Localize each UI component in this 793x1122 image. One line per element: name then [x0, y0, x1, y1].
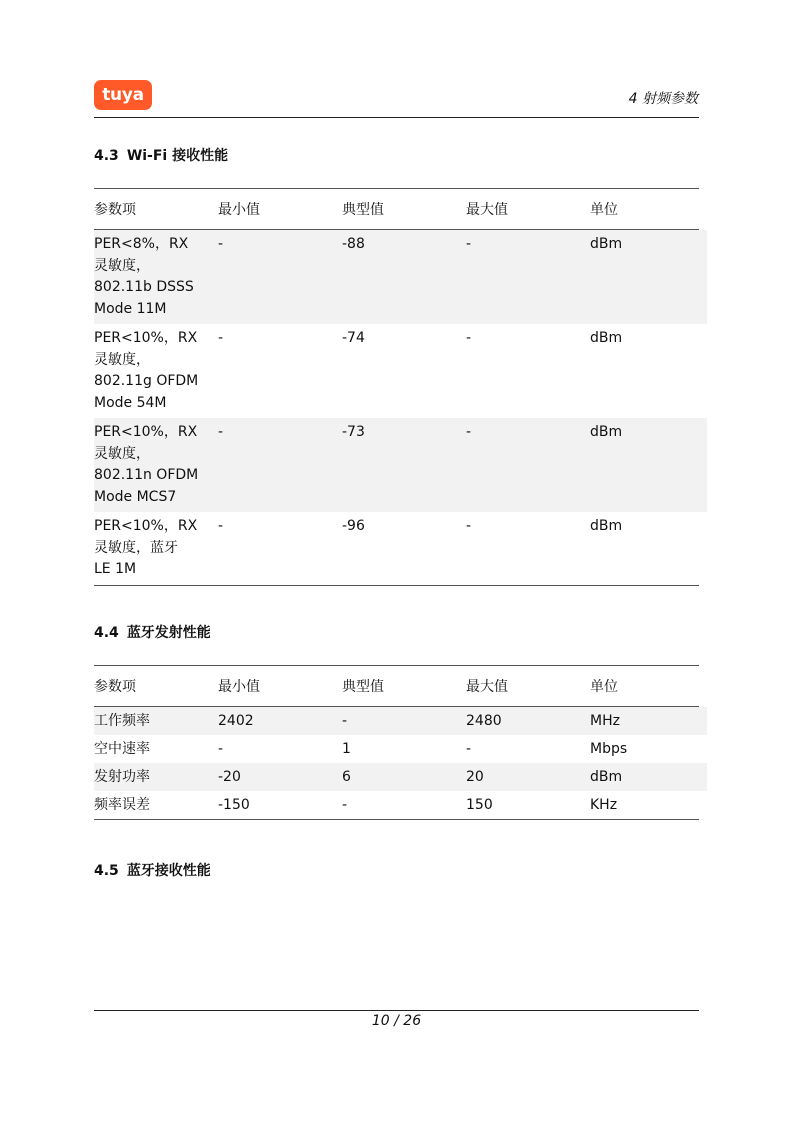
- min-cell: -: [218, 741, 224, 757]
- tuya-logo: tuya: [94, 80, 152, 110]
- ble-tx-table: [94, 665, 699, 820]
- max-cell: 2480: [466, 707, 590, 736]
- max-cell: 150: [466, 791, 590, 820]
- table-row: [94, 512, 699, 585]
- section-title-text: 蓝牙发射性能: [126, 625, 211, 641]
- table-header-row: [94, 189, 699, 230]
- wifi-rx-table: [94, 188, 699, 586]
- unit-cell: KHz: [590, 791, 699, 820]
- max-cell: -: [466, 230, 590, 325]
- unit-cell: MHz: [590, 707, 699, 736]
- max-cell: -: [466, 418, 590, 512]
- table-header-row: [94, 666, 699, 707]
- min-cell: -20: [218, 763, 342, 791]
- typ-cell: -: [342, 791, 466, 820]
- page-number: 10 / 26: [371, 1013, 422, 1029]
- min-cell: -: [218, 230, 342, 325]
- unit-cell: Mbps: [590, 741, 628, 757]
- typ-cell: 1: [342, 741, 351, 757]
- unit-cell: dBm: [590, 330, 623, 346]
- max-cell: -: [466, 512, 590, 585]
- footer-divider: [94, 1010, 699, 1011]
- col-header-max: 最大值: [466, 666, 590, 707]
- typ-cell: 6: [342, 763, 466, 791]
- col-header-min: 最小值: [218, 666, 342, 707]
- table-row: [94, 418, 699, 512]
- col-header-typ: 典型值: [342, 666, 466, 707]
- table-row: [94, 735, 699, 763]
- col-header-param: 参数项: [94, 189, 218, 230]
- typ-cell: -: [342, 707, 466, 736]
- col-header-max: 最大值: [466, 189, 590, 230]
- section-heading-4-4: [94, 622, 211, 642]
- param-cell: PER<10%，RX 灵敏度， 802.11g OFDM Mode 54M: [94, 330, 199, 411]
- min-cell: -: [218, 512, 342, 585]
- unit-cell: dBm: [590, 230, 699, 325]
- col-header-unit: 单位: [590, 666, 699, 707]
- table-row: [94, 763, 699, 791]
- typ-cell: -88: [342, 230, 466, 325]
- param-cell: 发射功率: [94, 763, 218, 791]
- max-cell: -: [466, 741, 472, 757]
- unit-cell: dBm: [590, 512, 699, 585]
- min-cell: -: [218, 330, 224, 346]
- unit-cell: dBm: [590, 418, 699, 512]
- max-cell: -: [466, 330, 472, 346]
- param-cell: PER<8%，RX 灵敏度， 802.11b DSSS Mode 11M: [94, 230, 218, 325]
- col-header-min: 最小值: [218, 189, 342, 230]
- typ-cell: -73: [342, 418, 466, 512]
- section-number: 4.4: [94, 625, 119, 641]
- min-cell: -150: [218, 791, 342, 820]
- section-heading-4-3: [94, 145, 228, 165]
- col-header-param: 参数项: [94, 666, 218, 707]
- chapter-title: 4 射频参数: [628, 91, 698, 107]
- col-header-typ: 典型值: [342, 189, 466, 230]
- wifi-rx-table-body: [94, 230, 699, 586]
- table-row: [94, 707, 699, 736]
- param-cell: 工作频率: [94, 707, 218, 736]
- param-cell: 频率误差: [94, 791, 218, 820]
- min-cell: -: [218, 418, 342, 512]
- table-row: [94, 791, 699, 820]
- param-cell: PER<10%，RX 灵敏度， 802.11n OFDM Mode MCS7: [94, 418, 218, 512]
- section-title-text: Wi-Fi 接收性能: [126, 148, 229, 164]
- table-row: [94, 230, 699, 325]
- unit-cell: dBm: [590, 763, 699, 791]
- col-header-unit: 单位: [590, 189, 699, 230]
- section-title-text: 蓝牙接收性能: [126, 863, 211, 879]
- max-cell: 20: [466, 763, 590, 791]
- typ-cell: -96: [342, 512, 466, 585]
- header-divider: [94, 117, 699, 118]
- min-cell: 2402: [218, 707, 342, 736]
- table-row: [94, 324, 699, 418]
- section-heading-4-5: [94, 860, 211, 880]
- param-cell: 空中速率: [94, 741, 150, 757]
- section-number: 4.5: [94, 863, 119, 879]
- section-number: 4.3: [94, 148, 119, 164]
- param-cell: PER<10%，RX 灵敏度，蓝牙 LE 1M: [94, 512, 218, 585]
- ble-tx-table-body: [94, 707, 699, 820]
- typ-cell: -74: [342, 330, 365, 346]
